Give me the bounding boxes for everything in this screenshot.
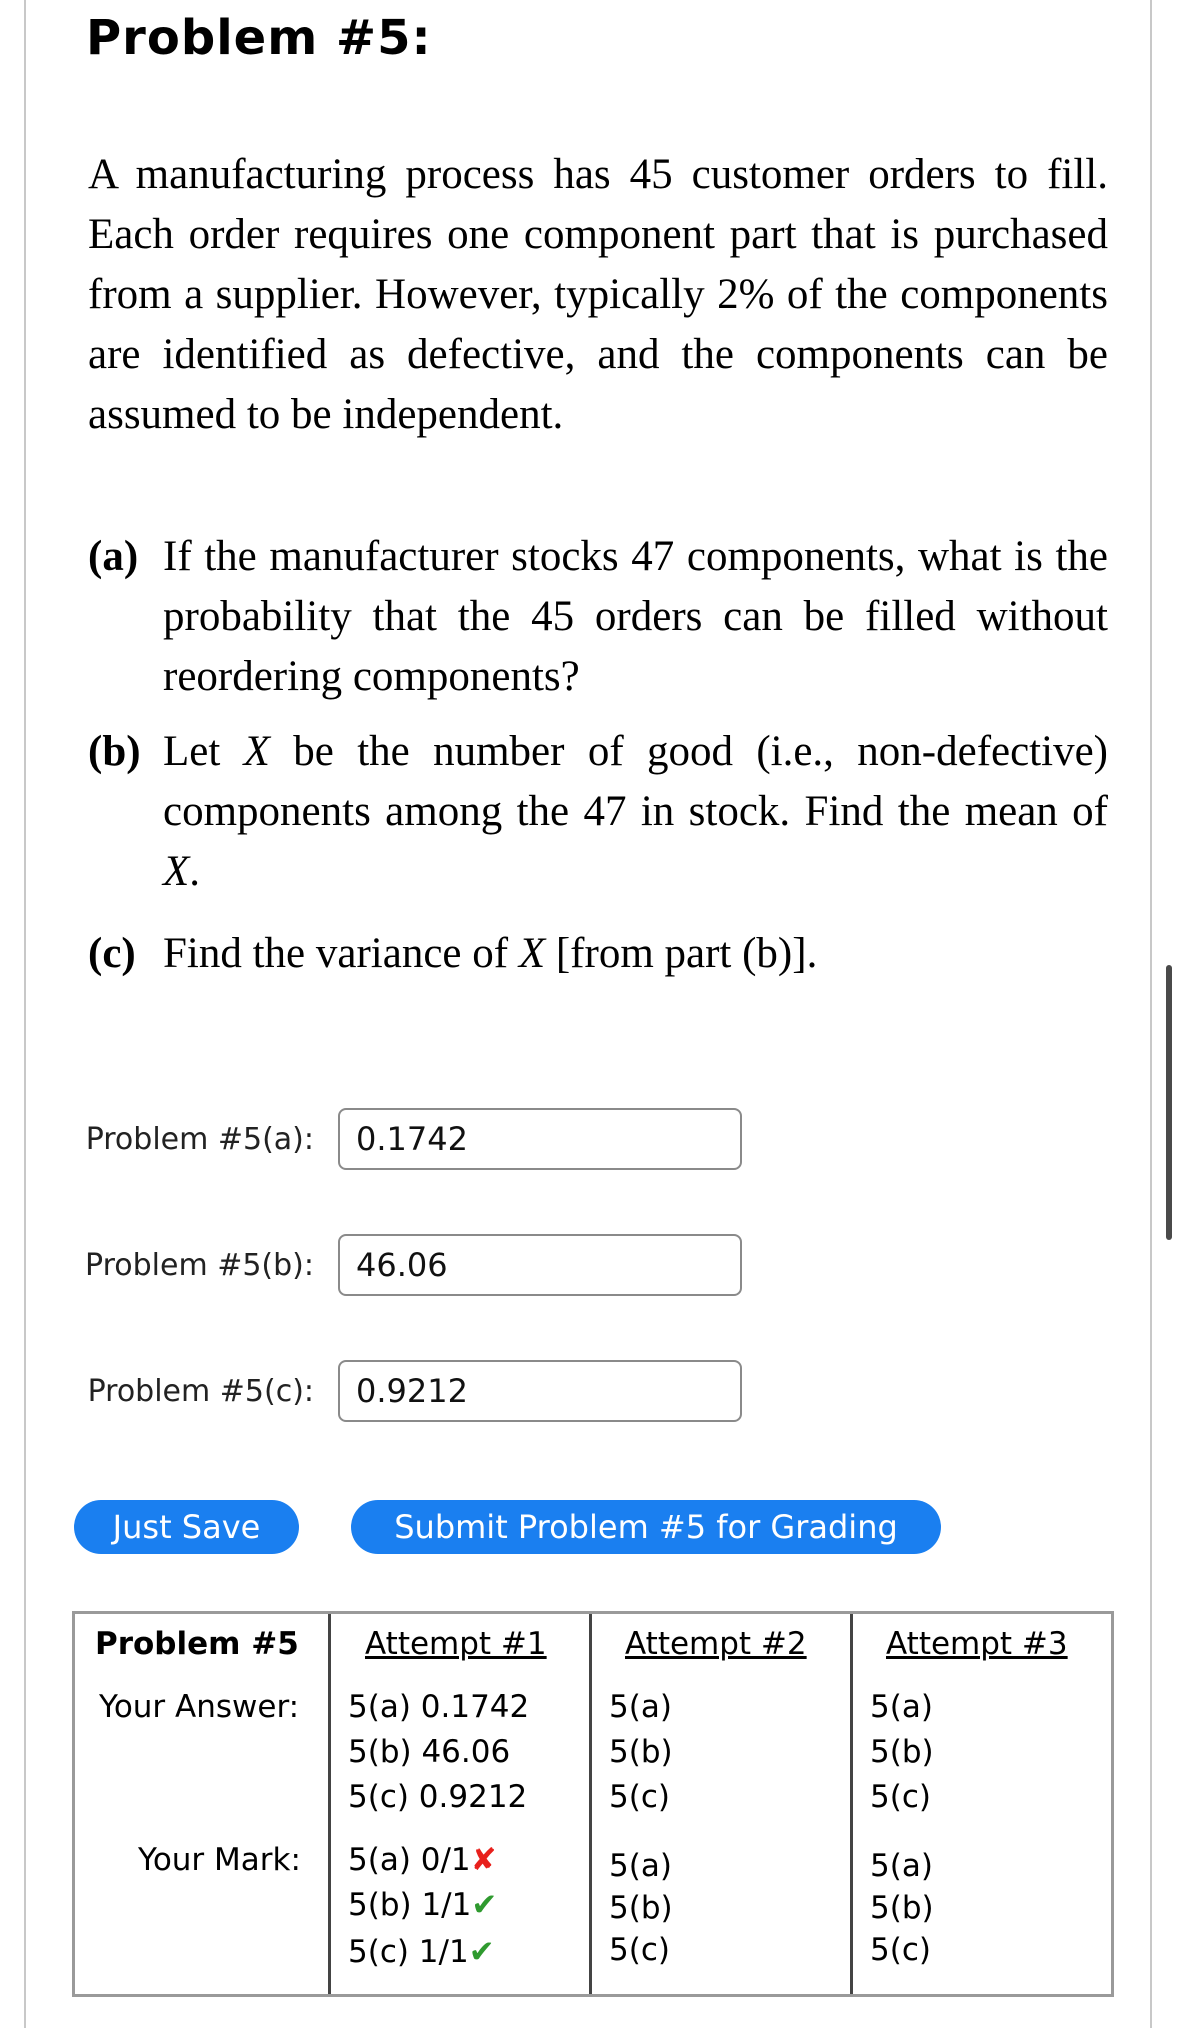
part-b-text [163,722,1108,902]
attempt-2-answer-c: 5(c) [609,1779,670,1815]
answer-row-c [74,1358,742,1424]
attempt-2-link[interactable] [625,1622,807,1667]
attempt-3-link[interactable] [886,1622,1068,1667]
attempt-1-mark-c [348,1930,495,1975]
attempts-table [72,1611,1114,1997]
answer-label-b: Problem #5(b): [85,1247,314,1283]
submit-for-grading-button[interactable]: Submit Problem #5 for Grading [351,1500,941,1554]
part-b-text-end: . [189,848,201,895]
part-c-variable: X [518,930,546,977]
attempt-2-answer-a: 5(a) [609,1689,672,1725]
attempt-1-mark-b-text: 5(b) 1/1 [348,1887,472,1923]
part-b [88,722,1108,902]
part-c-label: (c) [88,930,136,977]
column-divider [328,1614,331,1994]
your-answer-label: Your Answer: [99,1689,300,1725]
answer-input-a[interactable] [338,1108,742,1170]
attempt-2-mark-a: 5(a) [609,1848,672,1884]
part-a-label: (a) [88,533,139,580]
attempt-3-mark-a: 5(a) [870,1848,933,1884]
part-c-text-end: [from part (b)]. [545,930,818,977]
column-divider [589,1614,592,1994]
attempt-3-answer-b: 5(b) [870,1734,934,1770]
attempt-1-link[interactable] [365,1622,547,1667]
attempt-2-mark-b: 5(b) [609,1890,673,1926]
attempt-1-mark-a [348,1838,497,1883]
your-mark-label: Your Mark: [138,1842,301,1878]
table-header-problem: Problem #5 [95,1626,299,1662]
part-b-label: (b) [88,728,141,775]
answer-input-c[interactable] [338,1360,742,1422]
incorrect-x-icon: ✘ [470,1842,497,1878]
part-b-text-pre: Let [163,728,244,775]
attempt-1-answer-b: 5(b) 46.06 [348,1734,511,1770]
part-b-text-mid: be the number of good (i.e., non-defective) components among the 47 in stock. Find the mean of [163,728,1108,835]
column-divider [850,1614,853,1994]
correct-check-icon: ✔ [468,1934,495,1970]
answer-input-b[interactable] [338,1234,742,1296]
problem-statement: A manufacturing process has 45 customer orders to fill. Each order requires one component part that is purchased from a supplier. However, typically 2% of the components are identified as defective, and the components can be assumed to be independent. [88,151,1108,438]
answer-label-c: Problem #5(c): [87,1373,314,1409]
attempt-2-mark-c: 5(c) [609,1932,670,1968]
attempt-1-mark-c-text: 5(c) 1/1 [348,1934,469,1970]
scrollbar[interactable] [1166,965,1172,1240]
part-a [88,527,1108,707]
part-c-text [163,924,817,984]
attempt-3-label[interactable]: Attempt #3 [886,1626,1068,1662]
attempt-1-mark-a-text: 5(a) 0/1 [348,1842,471,1878]
attempt-1-answer-c: 5(c) 0.9212 [348,1779,528,1815]
attempt-1-mark-b [348,1883,497,1928]
problem-title: Problem #5: [86,10,432,66]
attempt-3-mark-c: 5(c) [870,1932,931,1968]
just-save-button[interactable]: Just Save [74,1500,299,1554]
attempt-1-answer-a: 5(a) 0.1742 [348,1689,530,1725]
attempt-3-answer-c: 5(c) [870,1779,931,1815]
answer-row-b [74,1232,742,1298]
attempt-3-answer-a: 5(a) [870,1689,933,1725]
answer-label-a: Problem #5(a): [85,1121,314,1157]
attempt-3-mark-b: 5(b) [870,1890,934,1926]
part-b-variable-2: X [163,848,190,895]
part-b-variable: X [243,728,270,775]
part-c [88,924,817,984]
answer-row-a [74,1106,742,1172]
attempt-1-label[interactable]: Attempt #1 [365,1626,547,1662]
attempt-2-label[interactable]: Attempt #2 [625,1626,807,1662]
correct-check-icon: ✔ [471,1887,498,1923]
attempt-2-answer-b: 5(b) [609,1734,673,1770]
part-a-text: If the manufacturer stocks 47 components, what is the probability that the 45 orders can be filled without reordering components? [163,533,1108,700]
part-c-text-pre: Find the variance of [163,930,519,977]
